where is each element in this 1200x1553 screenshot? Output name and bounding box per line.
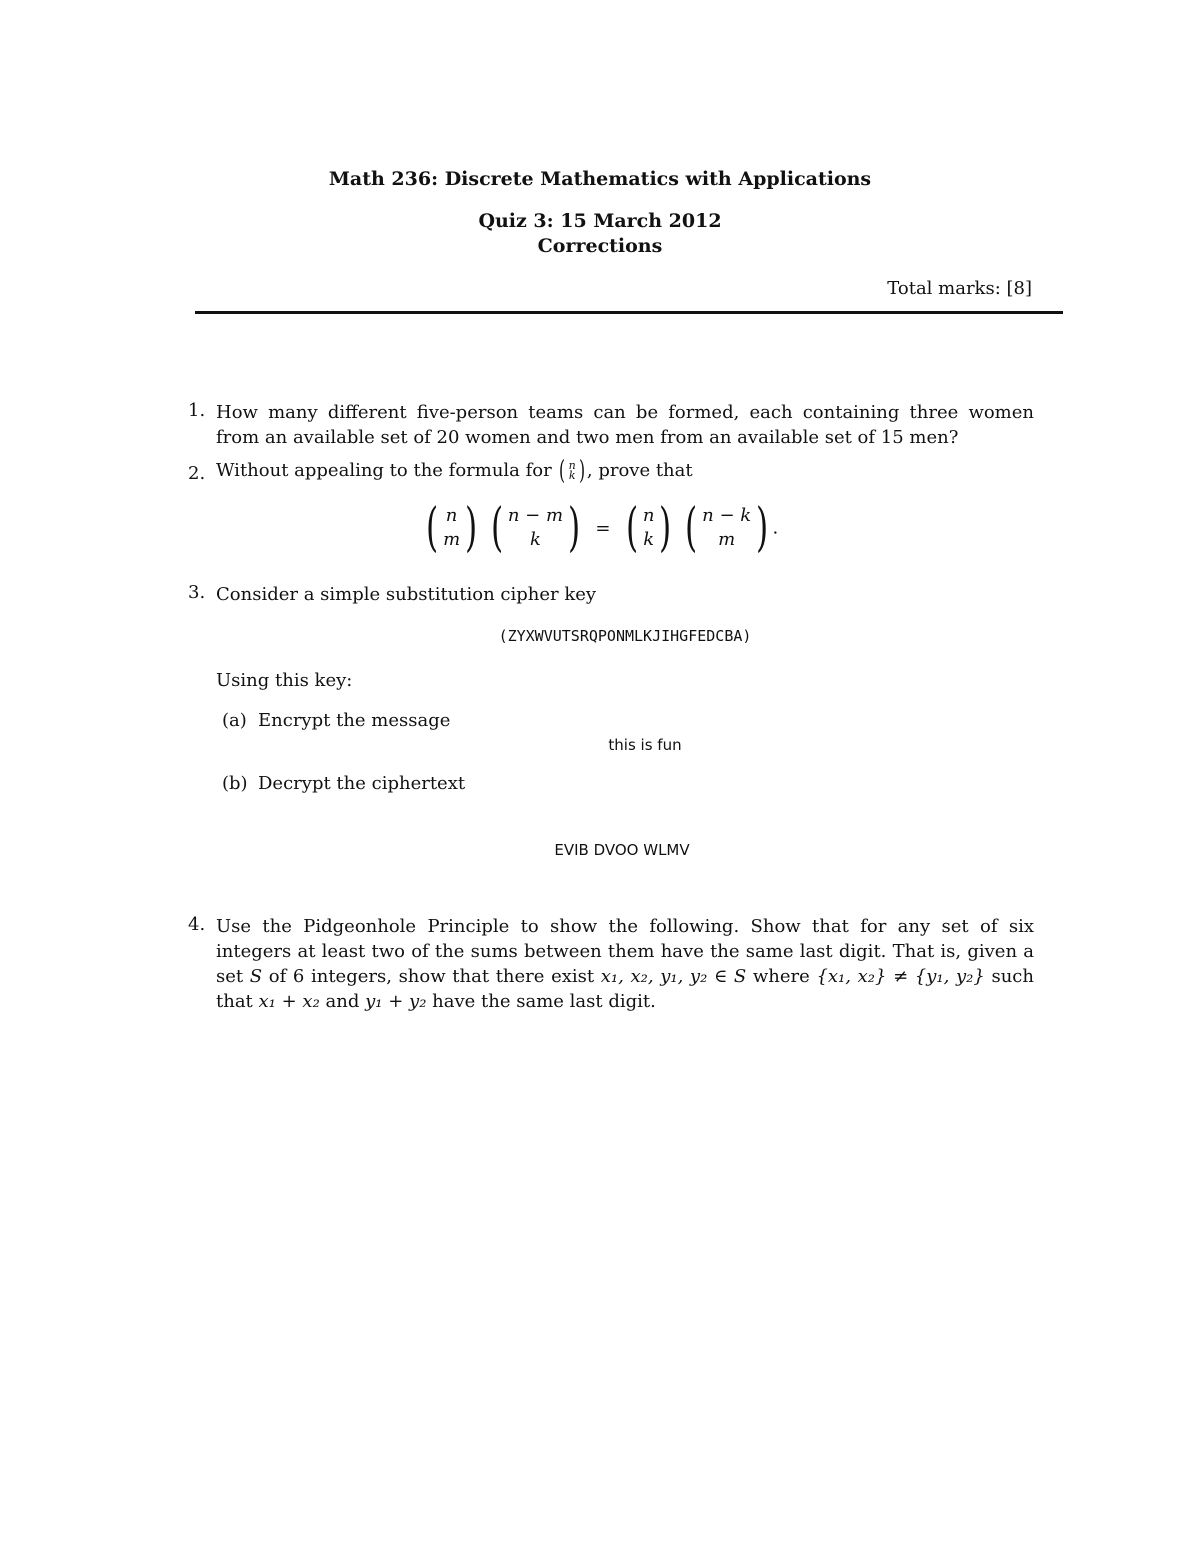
q4-such: such that bbox=[216, 966, 1034, 1012]
binom-top: n − m bbox=[507, 505, 564, 526]
part-b-label: (b) bbox=[222, 773, 248, 794]
course-title: Math 236: Discrete Mathematics with Applications bbox=[328, 168, 872, 190]
header-divider bbox=[195, 311, 1063, 314]
binom-top: n bbox=[445, 505, 458, 526]
cipher-key: (ZYXWVUTSRQPONMLKJIHGFEDCBA) bbox=[498, 627, 752, 645]
q4-and: and bbox=[325, 991, 360, 1012]
binom-top: n − k bbox=[702, 505, 752, 526]
question-3-text: Consider a simple substitution cipher key bbox=[216, 584, 597, 605]
equals-sign: = bbox=[595, 517, 611, 539]
inline-binom-bottom: k bbox=[568, 469, 576, 482]
using-key-text: Using this key: bbox=[216, 670, 353, 691]
question-4-text bbox=[216, 914, 1034, 1014]
q4-line2: of 6 integers, show that there exist bbox=[268, 966, 595, 987]
question-2-text bbox=[216, 458, 1034, 484]
inline-binom-top: n bbox=[568, 459, 576, 472]
binomial-identity bbox=[0, 498, 1200, 558]
question-3-number: 3. bbox=[188, 582, 206, 603]
plaintext-message: this is fun bbox=[608, 736, 682, 754]
binom-n-k: ( n k ) bbox=[625, 498, 672, 558]
quiz-title: Quiz 3: 15 March 2012 bbox=[478, 210, 722, 232]
q4-where: where bbox=[752, 966, 810, 987]
binom-n-m: ( n m ) bbox=[425, 498, 478, 558]
question-1-text: How many different five-person teams can be formed, each containing three women from an available set of 20 women and two men from an available set of 15 men? bbox=[216, 402, 1034, 448]
question-2-number: 2. bbox=[188, 463, 206, 484]
question-1-number: 1. bbox=[188, 400, 206, 421]
q4-sum1: x₁ + x₂ bbox=[258, 991, 320, 1012]
part-b-text: Decrypt the ciphertext bbox=[258, 773, 466, 794]
question-2-text-after: , prove that bbox=[586, 460, 693, 481]
ciphertext: EVIB DVOO WLMV bbox=[554, 841, 690, 859]
binom-bottom: k bbox=[643, 529, 655, 550]
binom-nminusm-k: ( n − m k ) bbox=[490, 498, 581, 558]
total-marks: Total marks: [8] bbox=[887, 278, 1032, 299]
corrections-subtitle: Corrections bbox=[537, 235, 663, 257]
q4-sets: {x₁, x₂} ≠ {y₁, y₂} bbox=[816, 966, 985, 987]
q4-line1: Use the Pidgeonhole Principle to show the following. Show that for any set of six integers at least two of the sums between them have the same last digit. That is, given a set bbox=[216, 916, 1034, 987]
q4-sum2: y₁ + y₂ bbox=[365, 991, 427, 1012]
question-2-text-before: Without appealing to the formula for bbox=[216, 460, 552, 481]
equation-end: . bbox=[772, 517, 779, 539]
binom-top: n bbox=[642, 505, 655, 526]
binom-bottom: m bbox=[443, 529, 461, 550]
part-a-label: (a) bbox=[222, 710, 247, 731]
question-4-number: 4. bbox=[188, 914, 206, 935]
q4-set-var: S bbox=[249, 966, 263, 987]
inline-binomial: ( n k ) bbox=[559, 456, 585, 486]
q4-end: have the same last digit. bbox=[432, 991, 656, 1012]
binom-bottom: m bbox=[718, 529, 736, 550]
q4-vars: x₁, x₂, y₁, y₂ ∈ S bbox=[600, 966, 747, 987]
binom-bottom: k bbox=[529, 529, 541, 550]
part-a-text: Encrypt the message bbox=[258, 710, 451, 731]
binom-nminusk-m: ( n − k m ) bbox=[684, 498, 769, 558]
